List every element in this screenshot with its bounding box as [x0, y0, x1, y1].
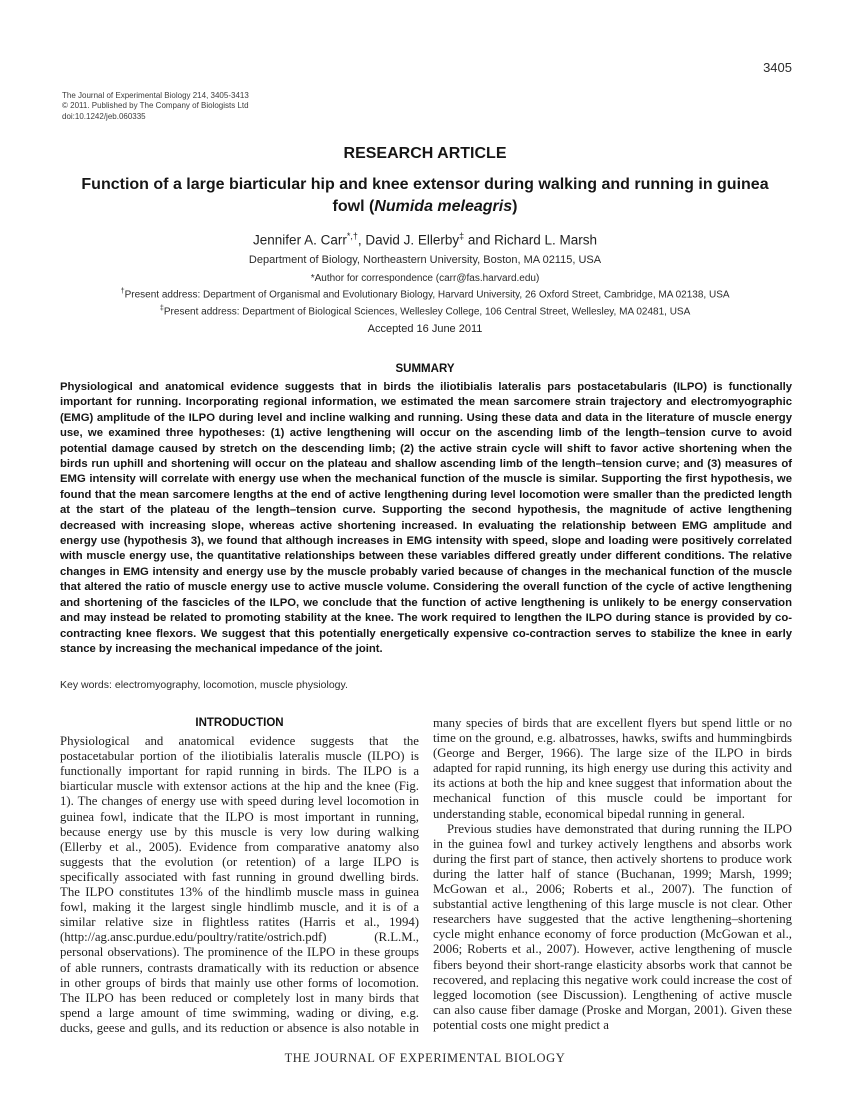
double-dagger-marker: ‡: [159, 303, 164, 313]
author-name: and Richard L. Marsh: [464, 232, 597, 248]
journal-citation-line: The Journal of Experimental Biology 214, 3405-3413: [62, 91, 249, 100]
article-title: [75, 174, 775, 218]
introduction-paragraph: Physiological and anatomical evidence suggests that the postacetabular portion of the iliotibialis lateralis muscle (ILPO) is functionally important for rapid running in birds. The ILPO is a biarticular muscle with extensor actions at the hip and the knee (Fig. 1). The changes of energy use with speed during level locomotion in guinea fowl, indicate that the ILPO is most important in running, because energy use by this muscle is very low during walking (Ellerby et al., 2005). Evidence from comparative anatomy also suggests that the evolution (or retention) of a large ILPO is specifically associated with fast running in ground dwelling birds. The ILPO constitutes 13% of the hindlimb muscle mass in guinea fowl, making it the largest single hindlimb muscle, and it is of a similar relative size in flightless ratites (Harris et al., 1994) (http://ag.ansc.purdue.edu/poultry/ratite/ostrich.pdf) (R.L.M., personal observations). The prominence of the ILPO in these groups of able runners, contrasts dramatically with its reduction or absence in other groups of birds that mainly use other forms of locomotion. The ILPO has been reduced or completely lost in many birds that spend a large amount of time swimming, wading or diving, e.g. ducks, geese and gulls, and its reduction or absence is also notable in many species of birds that are excellent flyers but spend little or no time on the ground, e.g. albatrosses, hawks, swifts and hummingbirds (George and Berger, 1966). The large size of the ILPO in birds adapted for rapid running, its high energy use during this activity and its actions at both the hip and knee suggest that information about the mechanical function of this muscle could be important for understanding stable, economical bipedal running in general.: [60, 716, 792, 1035]
title-species-italic: Numida meleagris: [374, 198, 513, 215]
journal-citation-block: [62, 91, 249, 122]
author-name: Jennifer A. Carr: [253, 232, 347, 248]
keywords-line: Key words: electromyography, locomotion, muscle physiology.: [60, 679, 348, 691]
author-affil-marker: *,†: [346, 231, 358, 241]
present-address-note: [0, 302, 850, 319]
author-line: [0, 231, 850, 248]
introduction-two-column-section: [60, 716, 792, 1048]
correspondence-note: *Author for correspondence (carr@fas.harvard.edu): [310, 273, 540, 284]
journal-copyright-line: © 2011. Published by The Company of Biologists Ltd: [62, 101, 249, 111]
article-type-heading: RESEARCH ARTICLE: [343, 145, 507, 162]
author-notes-block: [0, 273, 850, 319]
affiliation-line: Department of Biology, Northeastern University, Boston, MA 02115, USA: [248, 254, 602, 266]
journal-doi-line: doi:10.1242/jeb.060335: [62, 111, 146, 121]
page-number: 3405: [763, 60, 792, 75]
introduction-paragraph: Previous studies have demonstrated that during running the ILPO in the guinea fowl and turkey actively lengthens and absorbs work during the first part of stance, then actively shortens to produce work during the latter half of stance (Buchanan, 1999; Marsh, 1999; McGowan et al., 2006; Roberts et al., 2007). The function of substantial active lengthening of this large muscle is not clear. Other researchers have suggested that the active lengthening–shortening cycle might enhance economy of force production (McGowan et al., 2006; Roberts et al., 2007). However, active lengthening of muscle fibers beyond their short-range elasticity absorbs work that cannot be recovered, and replacing this negative work could increase the cost of legged locomotion (see Discussion). Lengthening of active muscle can also cause fiber damage (Proske and Morgan, 2001). Given these potential costs one might predict a: [433, 821, 792, 1032]
present-address-text: Present address: Department of Organismal and Evolutionary Biology, Harvard University, 26 Oxford Street, Cambridge, MA 02138, USA: [124, 289, 730, 301]
present-address-text: Present address: Department of Biological Sciences, Wellesley College, 106 Central Street, Wellesley, MA 02481, USA: [163, 306, 691, 318]
author-name: , David J. Ellerby: [357, 232, 460, 248]
summary-heading: SUMMARY: [395, 363, 455, 375]
title-text: Function of a large biarticular hip and knee extensor during walking and running in guinea fowl (: [81, 176, 769, 215]
title-text-close: ): [512, 198, 518, 215]
journal-footer-banner: THE JOURNAL OF EXPERIMENTAL BIOLOGY: [284, 1051, 566, 1065]
dagger-marker: †: [120, 286, 125, 296]
summary-abstract-text: Physiological and anatomical evidence suggests that in birds the iliotibialis lateralis pars postacetabularis (ILPO) is functionally important for running. Incorporating regional information, we estimated the mean sarcomere strain trajectory and electromyographic (EMG) amplitude of the ILPO during level and incline walking and running. Using these data and data in the literature of muscle energy use, we examined three hypotheses: (1) active lengthening will occur on the ascending limb of the length–tension curve to avoid potential damage caused by stretch on the descending limb; (2) the active strain cycle will shift to favor active shortening when the birds run uphill and shortening will occur on the plateau and shallow ascending limb of the length–tension curve; and (3) measures of EMG intensity will correlate with energy use when the mechanical function of the muscle is similar. Supporting the first hypothesis, we found that the mean sarcomere lengths at the end of active lengthening during level locomotion were smaller than the predicted length at the start of the plateau of the length–tension curve. Supporting the second hypothesis, the magnitude of active lengthening decreased with increasing slope, whereas active shortening increased. In evaluating the relationship between EMG amplitude and energy use (hypothesis 3), we found that although increases in EMG intensity with speed, slope and loading were positively correlated with muscle energy use, the quantitative relationships between these variables differed greatly under different conditions. The relative changes in EMG intensity and energy use by the muscle probably varied because of changes in the mechanical function of the muscle that altered the ratio of muscle energy use to active muscle volume. Considering the overall function of the cycle of active lengthening and shortening of the fascicles of the ILPO, we conclude that the function of active lengthening is unlikely to be energy conservation and may instead be related to promoting stability at the knee. The work required to lengthen the ILPO during stance is provided by co-contracting knee flexors. We suggest that this potentially energetically expensive co-contraction serves to stabilize the knee in early stance by increasing the mechanical impedance of the joint.: [60, 381, 792, 655]
author-affil-marker: ‡: [459, 231, 465, 241]
introduction-heading: INTRODUCTION: [195, 717, 284, 729]
accepted-date-line: Accepted 16 June 2011: [367, 323, 483, 335]
present-address-note: [0, 285, 850, 302]
